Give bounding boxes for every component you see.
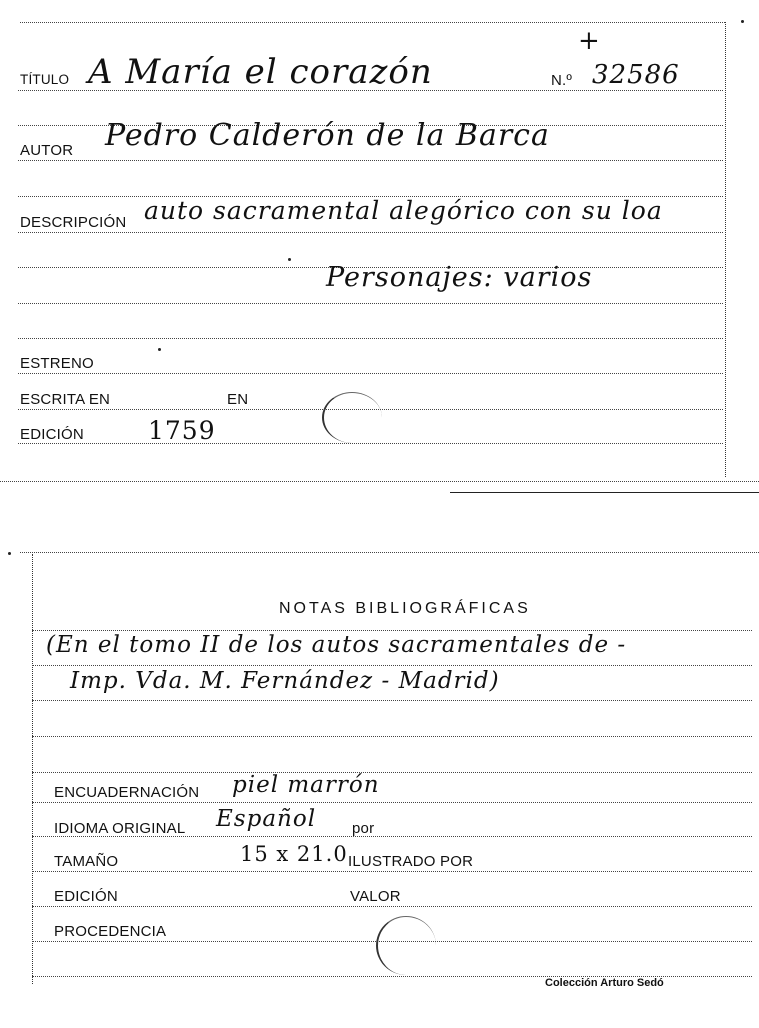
- por-label: por: [352, 820, 375, 837]
- descripcion-label: DESCRIPCIÓN: [20, 214, 127, 231]
- rule-line: [18, 443, 723, 444]
- titulo-label: TÍTULO: [20, 72, 70, 87]
- encuadernacion-value: piel marrón: [232, 772, 380, 798]
- rule-line: [18, 303, 723, 304]
- autor-label: AUTOR: [20, 142, 74, 159]
- autor-value: Pedro Calderón de la Barca: [105, 118, 550, 153]
- rule-line: [18, 373, 723, 374]
- ink-speck: [158, 348, 161, 351]
- rule-line: [32, 630, 752, 631]
- estreno-label: ESTRENO: [20, 355, 94, 372]
- tamano-label: TAMAÑO: [54, 853, 119, 870]
- catalog-card-bottom: [0, 540, 759, 1028]
- rule-line: [32, 736, 752, 737]
- numero-value: 32586: [592, 60, 680, 90]
- idioma-value: Español: [216, 806, 317, 832]
- rule-line: [18, 232, 723, 233]
- rule-line: [32, 802, 752, 803]
- card-border-bottom: [0, 481, 759, 482]
- descripcion-value: auto sacramental alegórico con su loa: [144, 196, 663, 225]
- notas-heading: NOTAS BIBLIOGRÁFICAS: [279, 600, 531, 617]
- rule-line: [32, 871, 752, 872]
- valor-label: VALOR: [350, 888, 401, 905]
- notas-line-2: Imp. Vda. M. Fernández - Madrid): [70, 668, 500, 694]
- rule-line: [32, 772, 752, 773]
- rule-line: [18, 338, 723, 339]
- procedencia-label: PROCEDENCIA: [54, 923, 167, 940]
- edicion-label: EDICIÓN: [20, 426, 84, 443]
- cross-mark: +: [578, 26, 601, 56]
- collection-credit: Colección Arturo Sedó: [545, 977, 664, 989]
- edicion-label: EDICIÓN: [54, 888, 118, 905]
- escrita-en-label: ESCRITA EN: [20, 391, 111, 408]
- rule-line: [32, 700, 752, 701]
- descripcion-value-2: Personajes: varios: [326, 262, 593, 293]
- punch-hole: [322, 392, 382, 443]
- ilustrado-label: ILUSTRADO POR: [348, 853, 474, 870]
- ink-speck: [288, 258, 291, 261]
- notas-line-1: (En el tomo II de los autos sacramentales de -: [46, 632, 627, 658]
- card-border-right: [725, 22, 726, 477]
- idioma-label: IDIOMA ORIGINAL: [54, 820, 186, 837]
- rule-line: [18, 160, 723, 161]
- numero-label: N.º: [551, 72, 573, 89]
- ink-speck: [8, 552, 11, 555]
- titulo-value: A María el corazón: [88, 52, 433, 92]
- catalog-card-top: [0, 0, 759, 500]
- card-cut-line: [450, 492, 759, 493]
- punch-hole: [376, 916, 436, 975]
- en-label: EN: [227, 391, 249, 408]
- encuadernacion-label: ENCUADERNACIÓN: [54, 784, 200, 801]
- card-border-top: [20, 22, 725, 23]
- rule-line: [32, 906, 752, 907]
- card-border-left: [32, 554, 33, 984]
- card-border-top: [20, 552, 759, 553]
- edicion-value: 1759: [148, 416, 216, 445]
- ink-speck: [741, 20, 744, 23]
- rule-line: [32, 665, 752, 666]
- tamano-value: 15 x 21.0: [240, 842, 348, 866]
